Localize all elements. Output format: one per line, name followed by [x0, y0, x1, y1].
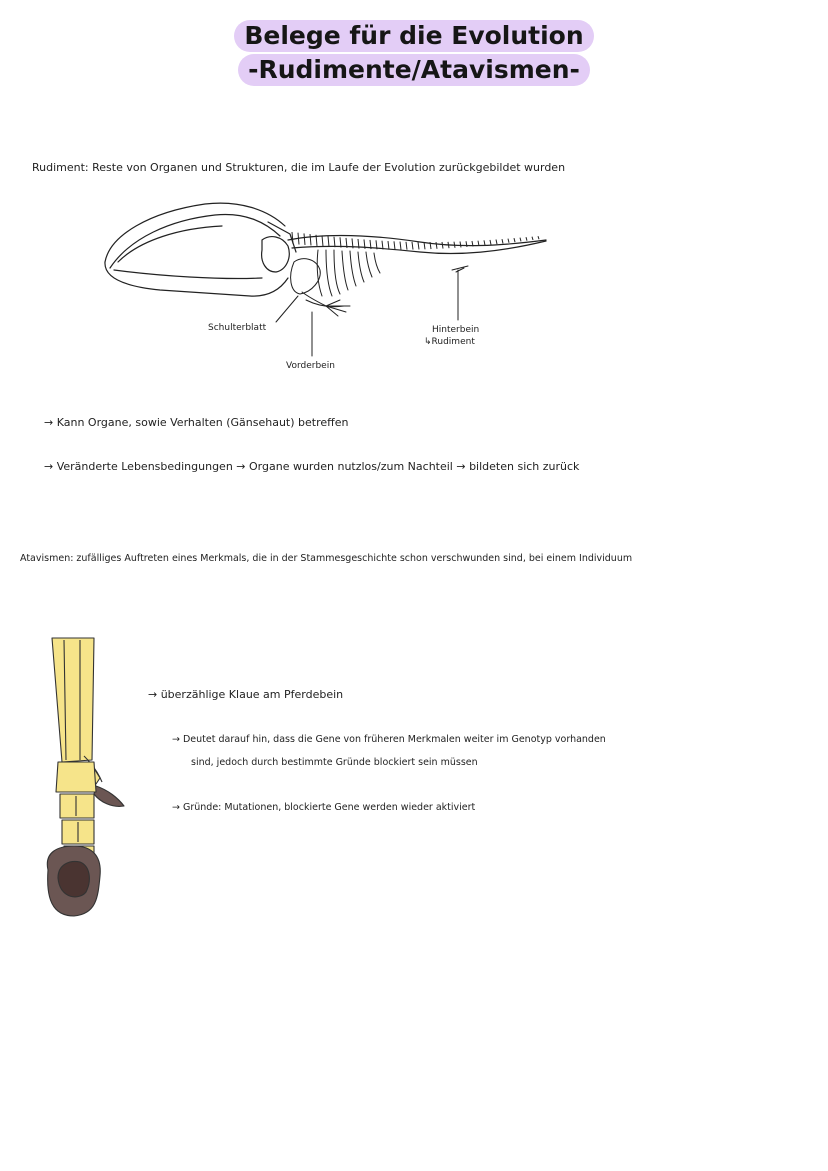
rudiment-definition: Rudiment: Reste von Organen und Strukturen, die im Laufe der Evolution zurückgebildet wurden — [32, 161, 566, 174]
atavism-point-2: → Gründe: Mutationen, blockierte Gene werden wieder aktiviert — [172, 802, 476, 813]
label-foreleg: Vorderbein — [286, 361, 335, 371]
label-shoulder-blade: Schulterblatt — [208, 323, 267, 333]
atavism-point-1-line-1: → Deutet darauf hin, dass die Gene von früheren Merkmalen weiter im Genotyp vorhanden — [172, 734, 606, 745]
atavism-definition: Atavismen: zufälliges Auftreten eines Merkmals, die in der Stammesgeschichte schon verschwunden sind, bei einem Individuum — [20, 553, 633, 564]
title-line-1: Belege für die Evolution — [0, 20, 828, 52]
title-line-2: -Rudimente/Atavismen- — [0, 54, 828, 86]
atavism-point-1-line-2: sind, jedoch durch bestimmte Gründe blockiert sein müssen — [191, 757, 478, 768]
label-hindleg-note: ↳Rudiment — [424, 337, 475, 347]
atavism-example: → überzählige Klaue am Pferdebein — [148, 688, 344, 701]
rudiment-bullet-2: → Veränderte Lebensbedingungen → Organe wurden nutzlos/zum Nachteil → bildeten sich zurück — [44, 460, 580, 473]
label-hindleg: Hinterbein — [432, 325, 480, 335]
rudiment-bullet-1: → Kann Organe, sowie Verhalten (Gänsehaut) betreffen — [44, 416, 349, 429]
